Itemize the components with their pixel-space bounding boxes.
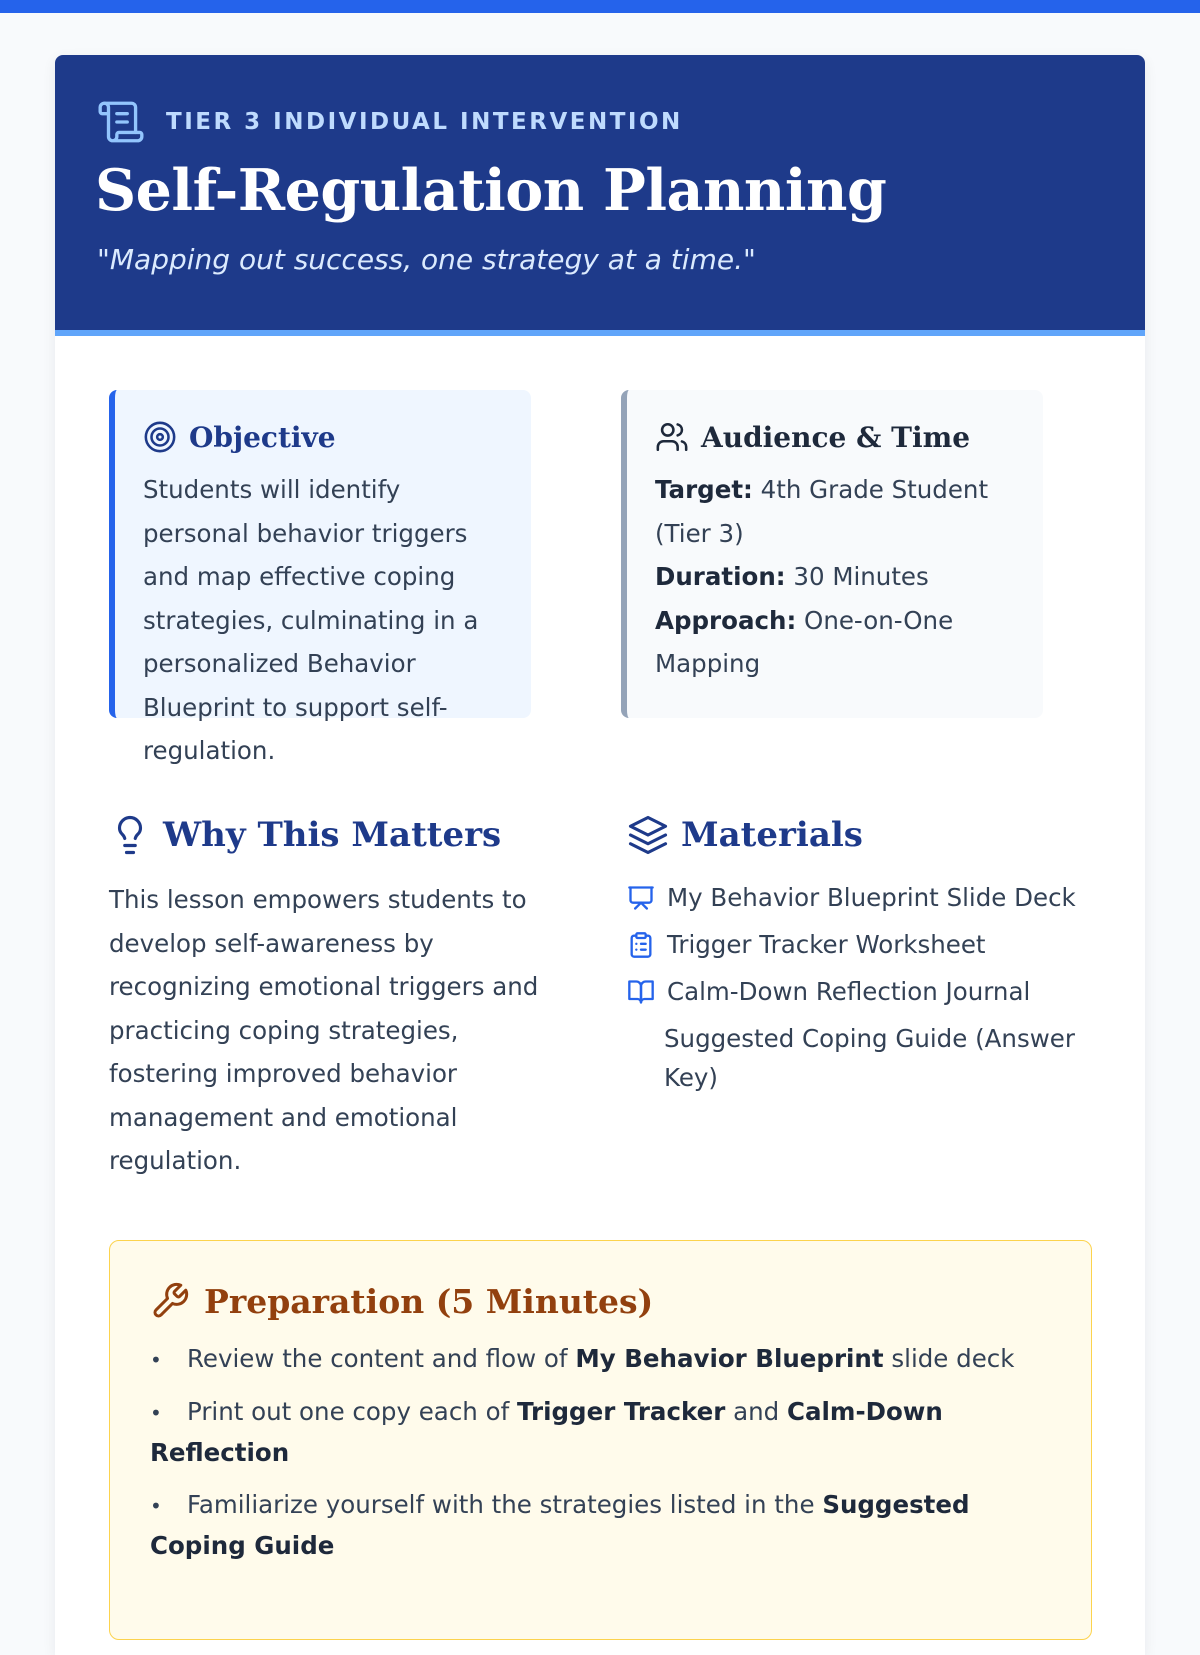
why-section xyxy=(109,814,564,1183)
material-label: Trigger Tracker Worksheet xyxy=(667,930,986,959)
objective-title: Objective xyxy=(189,420,336,454)
bullet: • xyxy=(150,1348,162,1372)
prep-bold: Suggested Coping Guide xyxy=(150,1490,970,1560)
preparation-box xyxy=(109,1240,1092,1640)
list-item xyxy=(627,925,1097,964)
why-header xyxy=(109,814,564,856)
prep-bold: My Behavior Blueprint xyxy=(575,1344,884,1373)
preparation-list xyxy=(150,1339,1051,1566)
list-item xyxy=(627,878,1097,917)
why-title: Why This Matters xyxy=(163,815,502,855)
list-item xyxy=(150,1485,1051,1566)
materials-list xyxy=(627,878,1097,1097)
preparation-title: Preparation (5 Minutes) xyxy=(204,1281,654,1321)
bullet: • xyxy=(150,1494,162,1518)
list-item xyxy=(150,1339,1051,1380)
layers-icon xyxy=(627,814,669,856)
lesson-header xyxy=(55,55,1145,336)
objective-box xyxy=(109,390,531,765)
wrench-icon xyxy=(150,1281,190,1321)
materials-header xyxy=(627,814,1097,856)
prep-bold: Calm-Down Reflection xyxy=(150,1397,943,1467)
target-value: 4th Grade Student (Tier 3) xyxy=(655,475,989,548)
preparation-header xyxy=(150,1281,1051,1321)
duration-value: 30 Minutes xyxy=(785,562,929,591)
list-item xyxy=(627,972,1097,1011)
target-icon xyxy=(143,420,177,454)
book-open-icon xyxy=(627,978,655,1006)
materials-section xyxy=(627,814,1097,1105)
top-accent-bar xyxy=(0,0,1200,13)
tagline: "Mapping out success, one strategy at a time." xyxy=(97,243,756,276)
target-label: Target: xyxy=(655,475,753,504)
prep-text: and xyxy=(725,1397,787,1426)
approach-value: One-on-One Mapping xyxy=(655,605,954,678)
presentation-icon xyxy=(627,884,655,912)
prep-text: Print out one copy each of xyxy=(187,1397,518,1426)
bullet: • xyxy=(150,1401,162,1425)
list-item xyxy=(150,1392,1051,1473)
list-item xyxy=(627,1019,1097,1097)
materials-title: Materials xyxy=(681,815,863,855)
page-title: Self-Regulation Planning xyxy=(95,157,887,224)
prep-text: Review the content and flow of xyxy=(187,1344,576,1373)
audience-details xyxy=(655,468,1015,686)
approach-label: Approach: xyxy=(655,605,797,635)
audience-box xyxy=(621,390,1043,718)
material-label: Suggested Coping Guide (Answer Key) xyxy=(664,1024,1075,1092)
lightbulb-icon xyxy=(109,814,151,856)
users-icon xyxy=(655,420,689,454)
prep-text: slide deck xyxy=(883,1344,1015,1373)
prep-text: Familiarize yourself with the strategies listed in the xyxy=(187,1490,823,1519)
prep-bold: Trigger Tracker xyxy=(517,1397,726,1426)
scroll-icon xyxy=(96,97,146,147)
material-label: Calm-Down Reflection Journal xyxy=(667,977,1031,1006)
audience-title: Audience & Time xyxy=(701,420,971,454)
intervention-tier-label: TIER 3 INDIVIDUAL INTERVENTION xyxy=(166,109,683,135)
eyebrow-row xyxy=(96,97,683,147)
why-text: This lesson empowers students to develop self-awareness by recognizing emotional triggers and practicing coping strategies, fostering improved behavior management and emotional regulation. xyxy=(109,885,539,1175)
objective-text: Students will identify personal behavior triggers and map effective coping strategies, culminating in a personalized Behavior Blueprint to support self-regulation. xyxy=(143,475,479,765)
audience-header xyxy=(655,420,1015,454)
material-label: My Behavior Blueprint Slide Deck xyxy=(667,883,1076,912)
objective-header xyxy=(143,420,503,454)
duration-label: Duration: xyxy=(655,562,786,591)
clipboard-icon xyxy=(627,931,655,959)
